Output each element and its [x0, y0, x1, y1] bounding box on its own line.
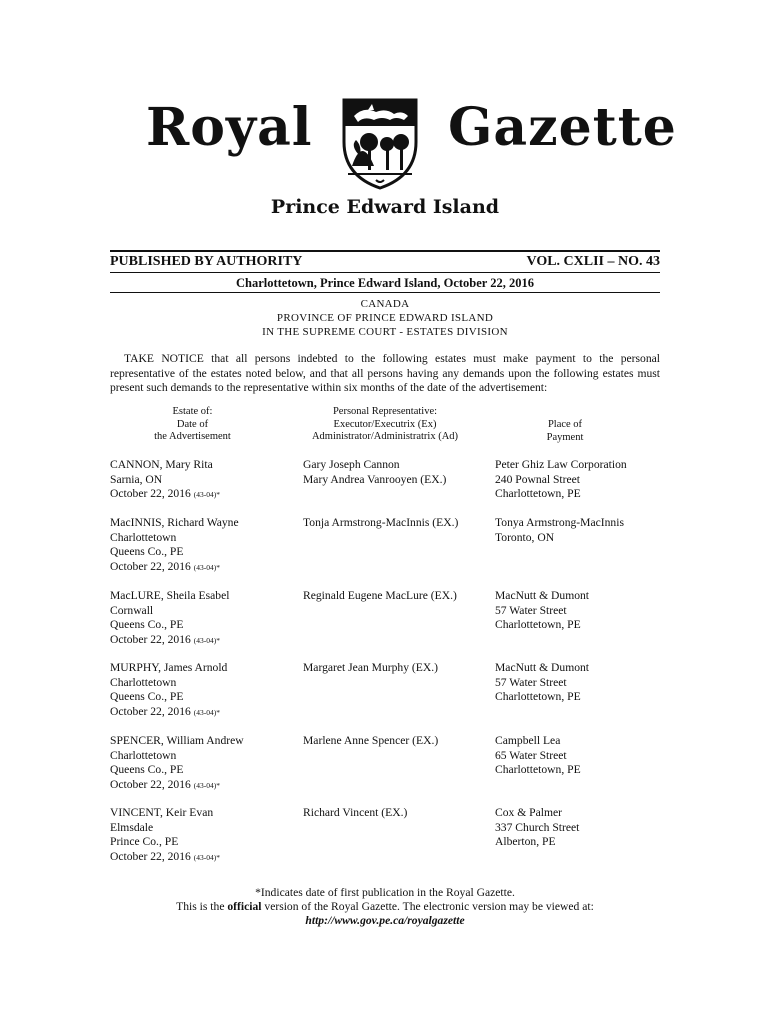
official-note-text: version of the Royal Gazette. The electronic version may be viewed at: — [261, 900, 594, 913]
place-of-payment — [495, 516, 675, 545]
publication-row — [110, 254, 660, 272]
representative-line: Mary Andrea Vanrooyen (EX.) — [303, 472, 447, 486]
estate-location: Elmsdale — [110, 820, 154, 834]
date-text: October 22, 2016 — [110, 777, 191, 791]
payment-line: 240 Pownal Street — [495, 472, 581, 486]
payment-line: 337 Church Street — [495, 820, 580, 834]
official-note-text: This is the — [176, 900, 228, 913]
payment-line: Peter Ghiz Law Corporation — [495, 458, 627, 471]
estate-location: Charlottetown — [110, 748, 177, 762]
estate-location: Charlottetown — [110, 675, 177, 689]
date-text: October 22, 2016 — [110, 849, 191, 863]
estate-details — [110, 734, 300, 793]
estate-location: Queens Co., PE — [110, 545, 184, 558]
estate-details — [110, 516, 300, 575]
estate-name: MacINNIS, Richard Wayne — [110, 516, 239, 529]
column-heading-estate — [110, 406, 275, 444]
date-text: October 22, 2016 — [110, 632, 191, 646]
place-of-payment — [495, 734, 675, 778]
representative — [303, 516, 493, 531]
advertisement-date — [110, 850, 300, 866]
issue-reference: (43-04)* — [193, 707, 220, 717]
header-rule-top — [110, 250, 660, 252]
column-heading-line: Administrator/Administratrix (Ad) — [311, 431, 459, 442]
column-heading-line: Payment — [546, 431, 584, 443]
payment-line: Charlottetown, PE — [495, 763, 581, 776]
estate-details — [110, 661, 300, 720]
estate-details — [110, 806, 300, 865]
payment-line: Cox & Palmer — [495, 806, 562, 819]
representative-line: Tonja Armstrong-MacInnis (EX.) — [303, 516, 459, 529]
estate-details — [110, 458, 300, 503]
estate-location: Charlottetown — [110, 530, 177, 544]
date-text: October 22, 2016 — [110, 704, 191, 718]
official-version-note — [110, 900, 660, 914]
column-heading-payment — [490, 419, 640, 444]
masthead — [140, 96, 677, 192]
masthead-title-left: Royal — [146, 97, 313, 158]
advertisement-date — [110, 487, 300, 503]
estate-location: Queens Co., PE — [110, 690, 184, 703]
issue-reference: (43-04)* — [193, 852, 220, 862]
advertisement-date — [110, 705, 300, 721]
representative — [303, 734, 493, 749]
dateline: Charlottetown, Prince Edward Island, October 22, 2016 — [235, 276, 535, 290]
coat-of-arms-icon — [338, 96, 422, 190]
payment-line: Alberton, PE — [495, 835, 556, 848]
estate-name: CANNON, Mary Rita — [110, 458, 213, 471]
payment-line: Campbell Lea — [495, 734, 561, 747]
issue-reference: (43-04)* — [193, 562, 220, 572]
payment-line: MacNutt & Dumont — [495, 661, 590, 674]
place-of-payment — [495, 589, 675, 633]
gazette-url-link[interactable]: http://www.gov.pe.ca/royalgazette — [305, 914, 465, 927]
masthead-title-right: Gazette — [448, 97, 677, 158]
representative-line: Margaret Jean Murphy (EX.) — [303, 661, 439, 674]
payment-line: MacNutt & Dumont — [495, 589, 590, 602]
payment-line: 57 Water Street — [495, 675, 567, 689]
header-rule-bottom — [110, 292, 660, 293]
payment-line: Charlottetown, PE — [495, 690, 581, 703]
caption-province: PROVINCE OF PRINCE EDWARD ISLAND — [276, 312, 494, 324]
estate-location: Queens Co., PE — [110, 618, 184, 631]
estate-location: Queens Co., PE — [110, 763, 184, 776]
column-heading-representative — [300, 406, 470, 444]
footnote-first-publication: *Indicates date of first publication in the Royal Gazette. — [255, 886, 515, 899]
estate-name: MacLURE, Sheila Esabel — [110, 589, 230, 602]
estate-location: Cornwall — [110, 603, 154, 617]
estate-details — [110, 589, 300, 648]
column-heading-line: Date of — [176, 418, 209, 430]
estate-location: Sarnia, ON — [110, 472, 163, 486]
date-text: October 22, 2016 — [110, 487, 191, 500]
representative-line: Richard Vincent (EX.) — [303, 806, 408, 819]
column-heading-line: Personal Representative: — [332, 406, 438, 417]
payment-line: Tonya Armstrong-MacInnis — [495, 516, 624, 529]
header-rule-middle — [110, 272, 660, 273]
published-by-authority: PUBLISHED BY AUTHORITY — [110, 254, 303, 269]
representative — [303, 806, 493, 821]
advertisement-date — [110, 560, 300, 576]
estate-name: SPENCER, William Andrew — [110, 734, 244, 747]
place-of-payment — [495, 458, 675, 502]
date-text: October 22, 2016 — [110, 559, 191, 573]
column-heading-line: Estate of: — [172, 406, 213, 417]
estate-location: Prince Co., PE — [110, 835, 179, 848]
advertisement-date — [110, 633, 300, 649]
payment-line: Charlottetown, PE — [495, 487, 581, 500]
advertisement-date — [110, 778, 300, 794]
issue-reference: (43-04)* — [193, 490, 220, 499]
payment-line: 57 Water Street — [495, 603, 567, 617]
issue-reference: (43-04)* — [193, 635, 220, 645]
representative — [303, 661, 493, 676]
representative — [303, 589, 493, 604]
column-heading-line: Executor/Executrix (Ex) — [333, 418, 437, 430]
issue-reference: (43-04)* — [193, 780, 220, 790]
caption-country: CANADA — [360, 298, 410, 310]
official-emphasis: official — [227, 900, 262, 913]
place-of-payment — [495, 806, 675, 850]
take-notice-paragraph: TAKE NOTICE that all persons indebted to the following estates must make payment to the personal representative of the estates noted below, and that all persons having any demands upon the following estates must present such demands to the representative within six months of the date of the advertisement: — [110, 352, 660, 394]
payment-line: Toronto, ON — [495, 530, 555, 544]
place-of-payment — [495, 661, 675, 705]
payment-line: 65 Water Street — [495, 748, 567, 762]
column-heading-line: Place of — [547, 419, 583, 430]
payment-line: Charlottetown, PE — [495, 618, 581, 631]
masthead-subtitle: Prince Edward Island — [270, 196, 500, 218]
representative-line: Marlene Anne Spencer (EX.) — [303, 734, 439, 747]
column-heading-line: the Advertisement — [154, 431, 231, 442]
volume-number: VOL. CXLII – NO. 43 — [526, 254, 660, 269]
representative-line: Reginald Eugene MacLure (EX.) — [303, 589, 457, 602]
estate-name: VINCENT, Keir Evan — [110, 806, 214, 819]
representative — [303, 458, 493, 487]
caption-court: IN THE SUPREME COURT - ESTATES DIVISION — [262, 326, 508, 338]
representative-line: Gary Joseph Cannon — [303, 458, 400, 471]
estate-name: MURPHY, James Arnold — [110, 661, 228, 674]
